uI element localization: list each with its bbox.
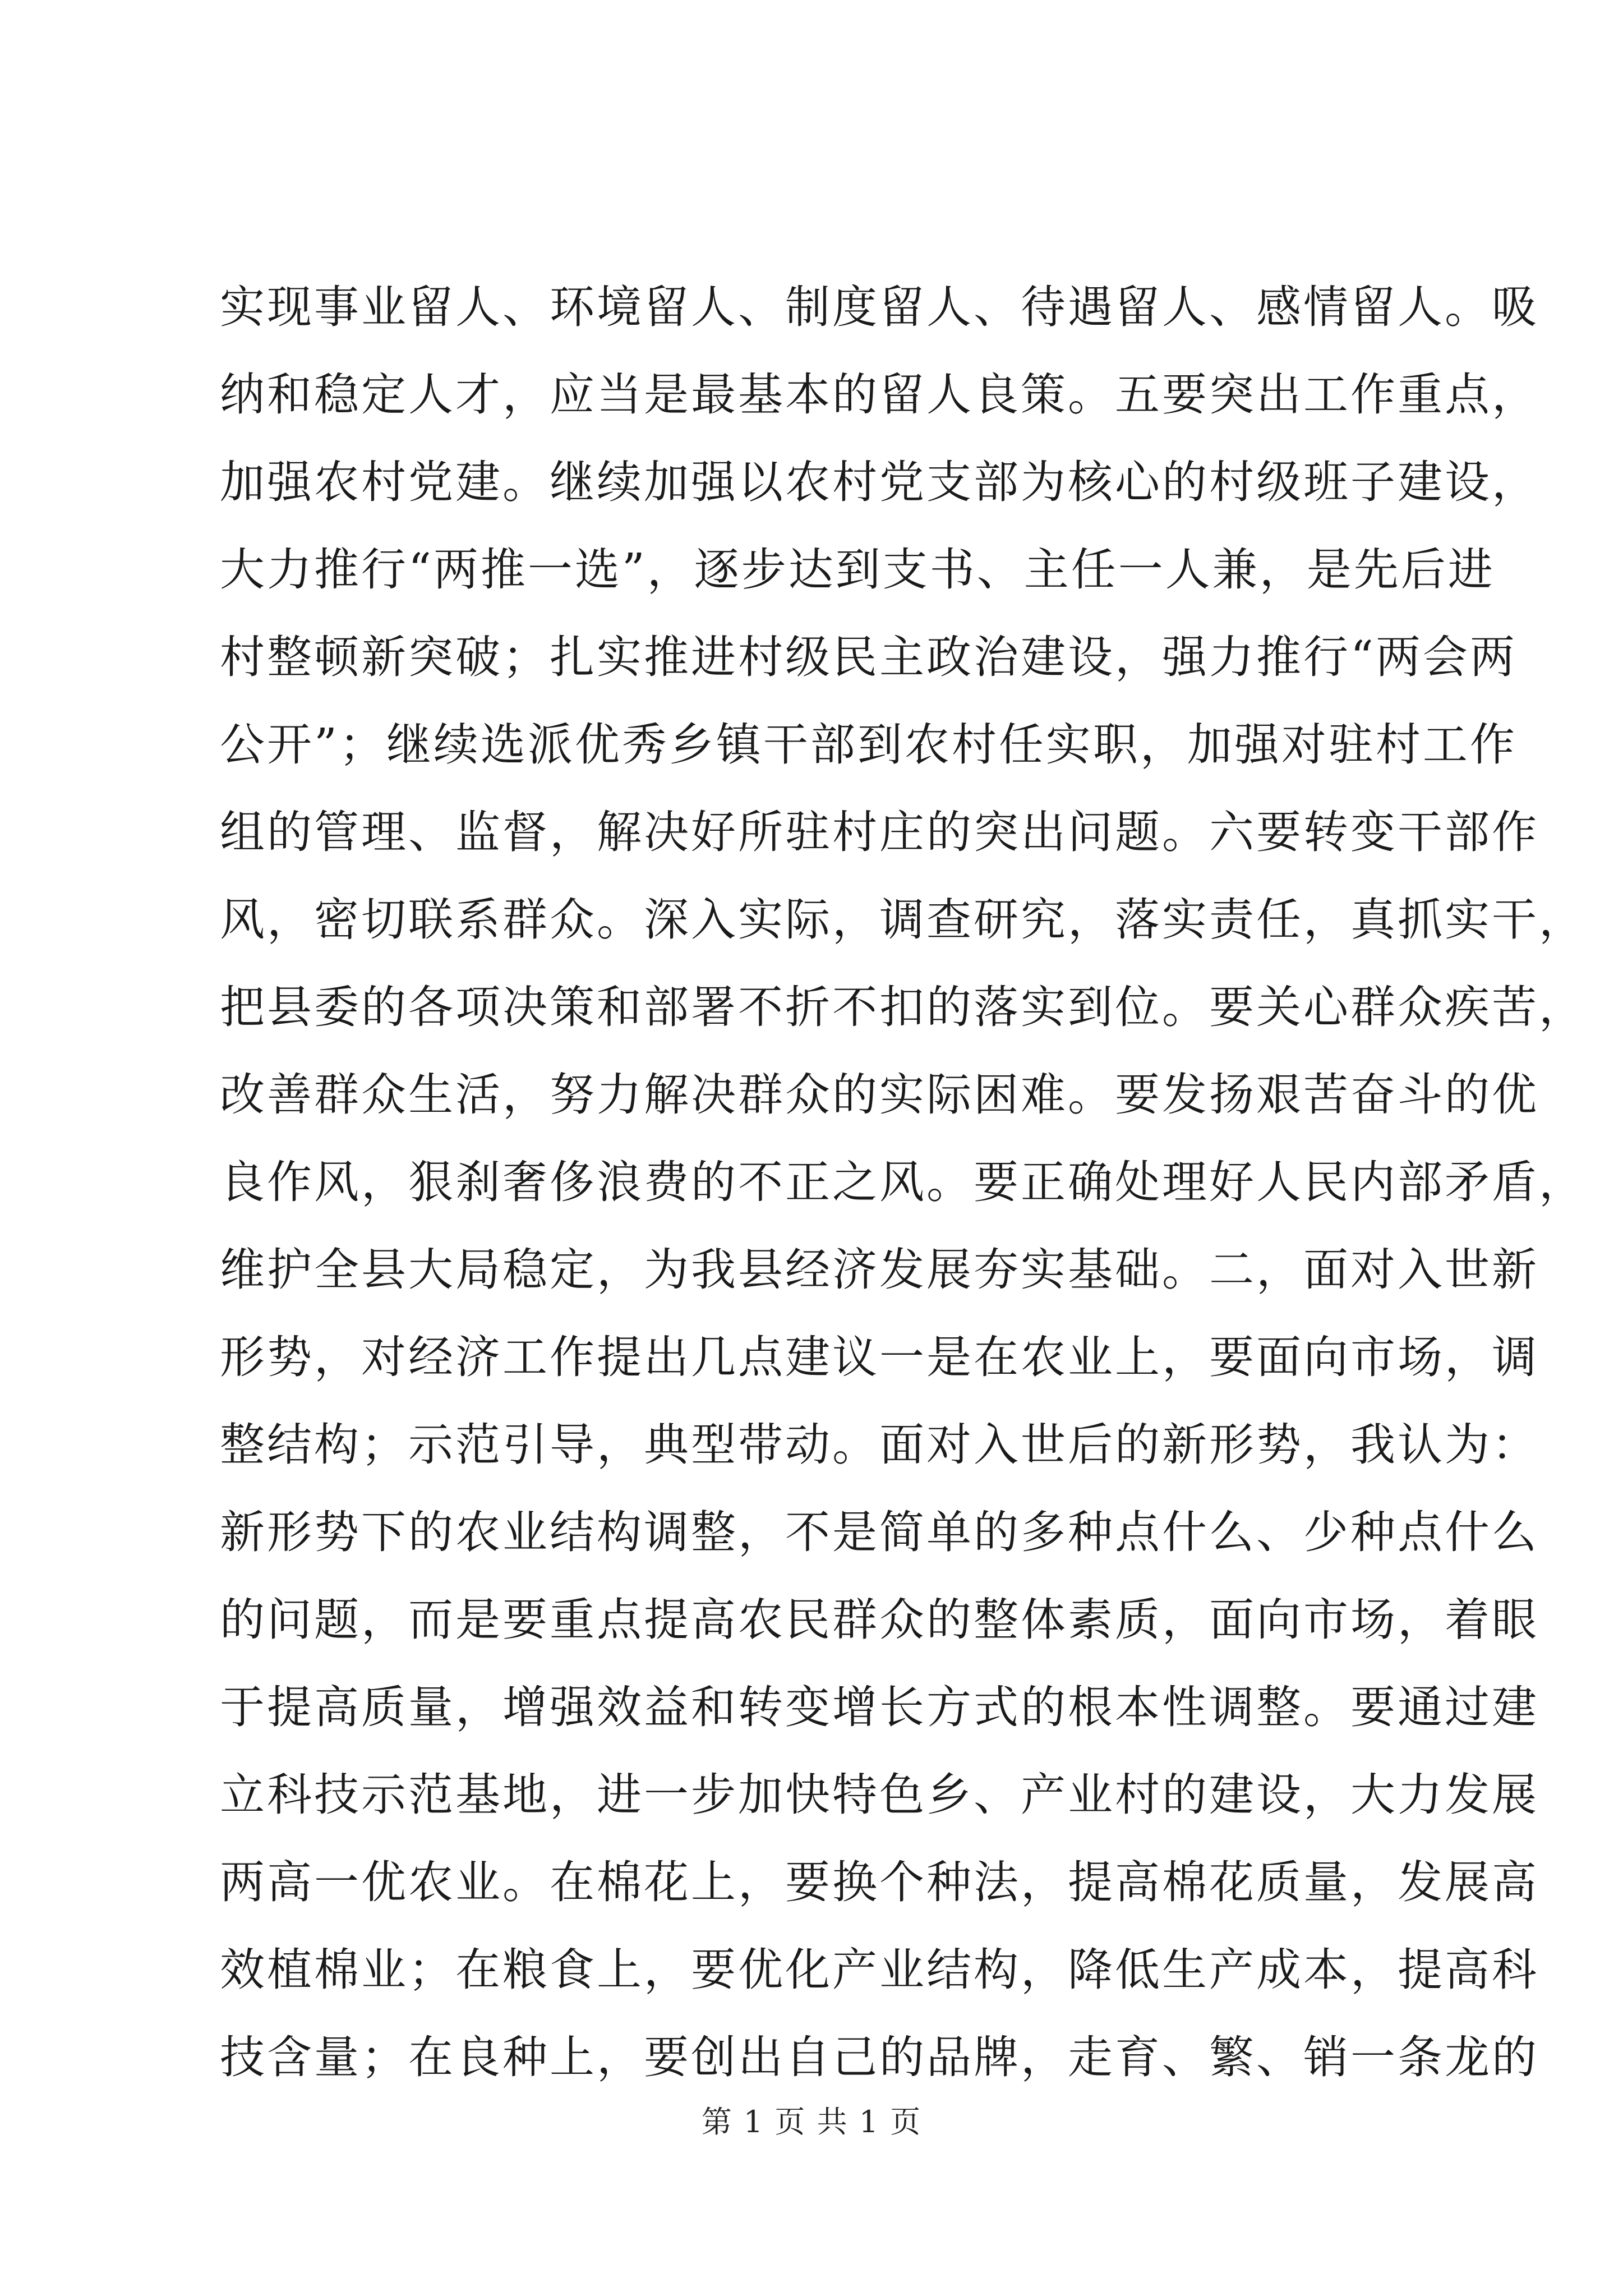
text-line: 于提高质量，增强效益和转变增长方式的根本性调整。要通过建 bbox=[220, 1681, 1539, 1733]
text-line: 技含量；在良种上，要创出自己的品牌，走育、繁、销一条龙的 bbox=[220, 2031, 1539, 2083]
text-line: 形势，对经济工作提出几点建议一是在农业上，要面向市场，调 bbox=[220, 1331, 1539, 1383]
text-line: 良作风，狠刹奢侈浪费的不正之风。要正确处理好人民内部矛盾， bbox=[220, 1156, 1586, 1208]
text-line: 风，密切联系群众。深入实际，调查研究，落实责任，真抓实干， bbox=[220, 894, 1586, 946]
text-line: 大力推行“两推一选”，逐步达到支书、主任一人兼，是先后进 bbox=[220, 544, 1495, 596]
text-line: 村整顿新突破；扎实推进村级民主政治建设，强力推行“两会两 bbox=[220, 631, 1517, 683]
text-line: 的问题，而是要重点提高农民群众的整体素质，面向市场，着眼 bbox=[220, 1594, 1539, 1646]
text-line: 整结构；示范引导，典型带动。面对入世后的新形势，我认为： bbox=[220, 1419, 1539, 1471]
text-line: 纳和稳定人才，应当是最基本的留人良策。五要突出工作重点， bbox=[220, 369, 1539, 421]
text-line: 组的管理、监督，解决好所驻村庄的突出问题。六要转变干部作 bbox=[220, 806, 1539, 858]
text-line: 立科技示范基地，进一步加快特色乡、产业村的建设，大力发展 bbox=[220, 1769, 1539, 1821]
text-line: 效植棉业；在粮食上，要优化产业结构，降低生产成本，提高科 bbox=[220, 1944, 1539, 1996]
body-text bbox=[220, 264, 1586, 2101]
text-line: 公开”；继续选派优秀乡镇干部到农村任实职，加强对驻村工作 bbox=[220, 719, 1517, 771]
text-line: 改善群众生活，努力解决群众的实际困难。要发扬艰苦奋斗的优 bbox=[220, 1069, 1539, 1121]
text-line: 维护全县大局稳定，为我县经济发展夯实基础。二，面对入世新 bbox=[220, 1244, 1539, 1296]
text-line: 加强农村党建。继续加强以农村党支部为核心的村级班子建设， bbox=[220, 456, 1539, 508]
text-line: 把县委的各项决策和部署不折不扣的落实到位。要关心群众疾苦， bbox=[220, 981, 1586, 1033]
text-line: 两高一优农业。在棉花上，要换个种法，提高棉花质量，发展高 bbox=[220, 1856, 1539, 1908]
text-line: 新形势下的农业结构调整，不是简单的多种点什么、少种点什么 bbox=[220, 1506, 1539, 1558]
page-number-footer: 第 1 页 共 1 页 bbox=[701, 2104, 922, 2139]
text-line: 实现事业留人、环境留人、制度留人、待遇留人、感情留人。吸 bbox=[220, 281, 1539, 333]
